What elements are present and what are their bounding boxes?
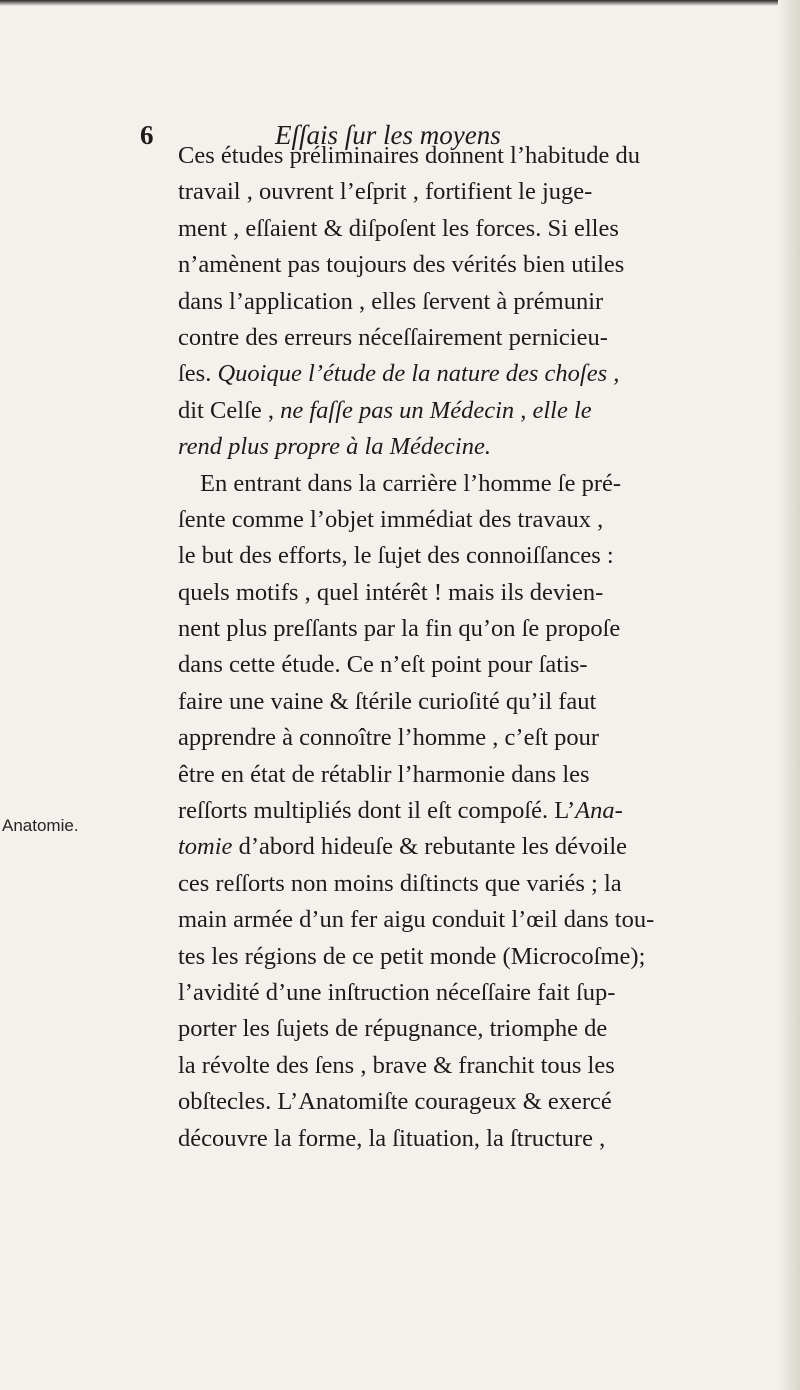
term-italic: Ana- (575, 797, 623, 825)
text-roman: d’abord hideuſe & rebutante les dévoile (232, 833, 628, 861)
text-line: ſente comme l’objet immédiat des travaux , (178, 505, 604, 533)
page-number: 6 (140, 120, 154, 150)
text-line: tes les régions de ce petit monde (Microcoſme); (178, 942, 646, 970)
text-roman: ſes. (178, 360, 218, 388)
text-line: rend plus propre à la Médecine. (178, 433, 491, 461)
text-roman: reſſorts multipliés dont il eſt compoſé. L’ (178, 797, 576, 825)
text-line: Ces études préliminaires donnent l’habitude du (178, 142, 640, 169)
text-line (178, 829, 768, 865)
text-line: n’amènent pas toujours des vérités bien utiles (178, 251, 625, 279)
page-edge-shadow (778, 0, 800, 1390)
text-line: découvre la forme, la ſituation, la ſtructure , (178, 1124, 606, 1152)
text-line: obſtecles. L’Anatomiſte courageux & exercé (178, 1088, 612, 1116)
text-line: porter les ſujets de répugnance, triomphe de (178, 1015, 608, 1043)
text-line: dans cette étude. Ce n’eſt point pour ſatis- (178, 651, 588, 679)
text-line: travail , ouvrent l’eſprit , fortifient le juge- (178, 178, 593, 206)
text-line: ment , eſſaient & diſpoſent les forces. Si elles (178, 214, 619, 242)
text-line: la révolte des ſens , brave & franchit tous les (178, 1051, 615, 1079)
text-line (178, 793, 768, 829)
text-line: quels motifs , quel intérêt ! mais ils devien- (178, 578, 604, 606)
text-line: l’avidité d’une inſtruction néceſſaire fait ſup- (178, 978, 616, 1006)
text-roman: dit Celſe , (178, 396, 281, 424)
text-line: faire une vaine & ſtérile curioſité qu’il faut (178, 687, 597, 715)
text-line: main armée d’un fer aigu conduit l’œil dans tou- (178, 906, 655, 934)
margin-note: Anatomie. (2, 816, 79, 835)
term-italic: tomie (178, 833, 233, 861)
text-line (178, 393, 768, 429)
text-line: dans l’application , elles ſervent à prémunir (178, 287, 604, 315)
quotation-italic: Quoique l’étude de la nature des choſes , (217, 360, 620, 388)
page-top-shadow (0, 0, 800, 6)
text-line: nent plus preſſants par la fin qu’on ſe propoſe (178, 615, 621, 643)
text-line: apprendre à connoître l’homme , c’eſt pour (178, 724, 600, 752)
text-line: contre des erreurs néceſſairement pernicieu- (178, 323, 608, 351)
text-line: En entrant dans la carrière l’homme ſe pré- (200, 469, 622, 497)
text-line (178, 356, 768, 392)
text-line: être en état de rétablir l’harmonie dans les (178, 760, 590, 788)
quotation-italic: ne faſſe pas un Médecin , elle le (280, 396, 592, 424)
text-line: le but des efforts, le ſujet des connoiſſances : (178, 542, 614, 570)
text-line: ces reſſorts non moins diſtincts que variés ; la (178, 869, 622, 897)
running-head: Eſſais ſur les moyens (275, 120, 501, 150)
body-text (178, 138, 768, 1157)
